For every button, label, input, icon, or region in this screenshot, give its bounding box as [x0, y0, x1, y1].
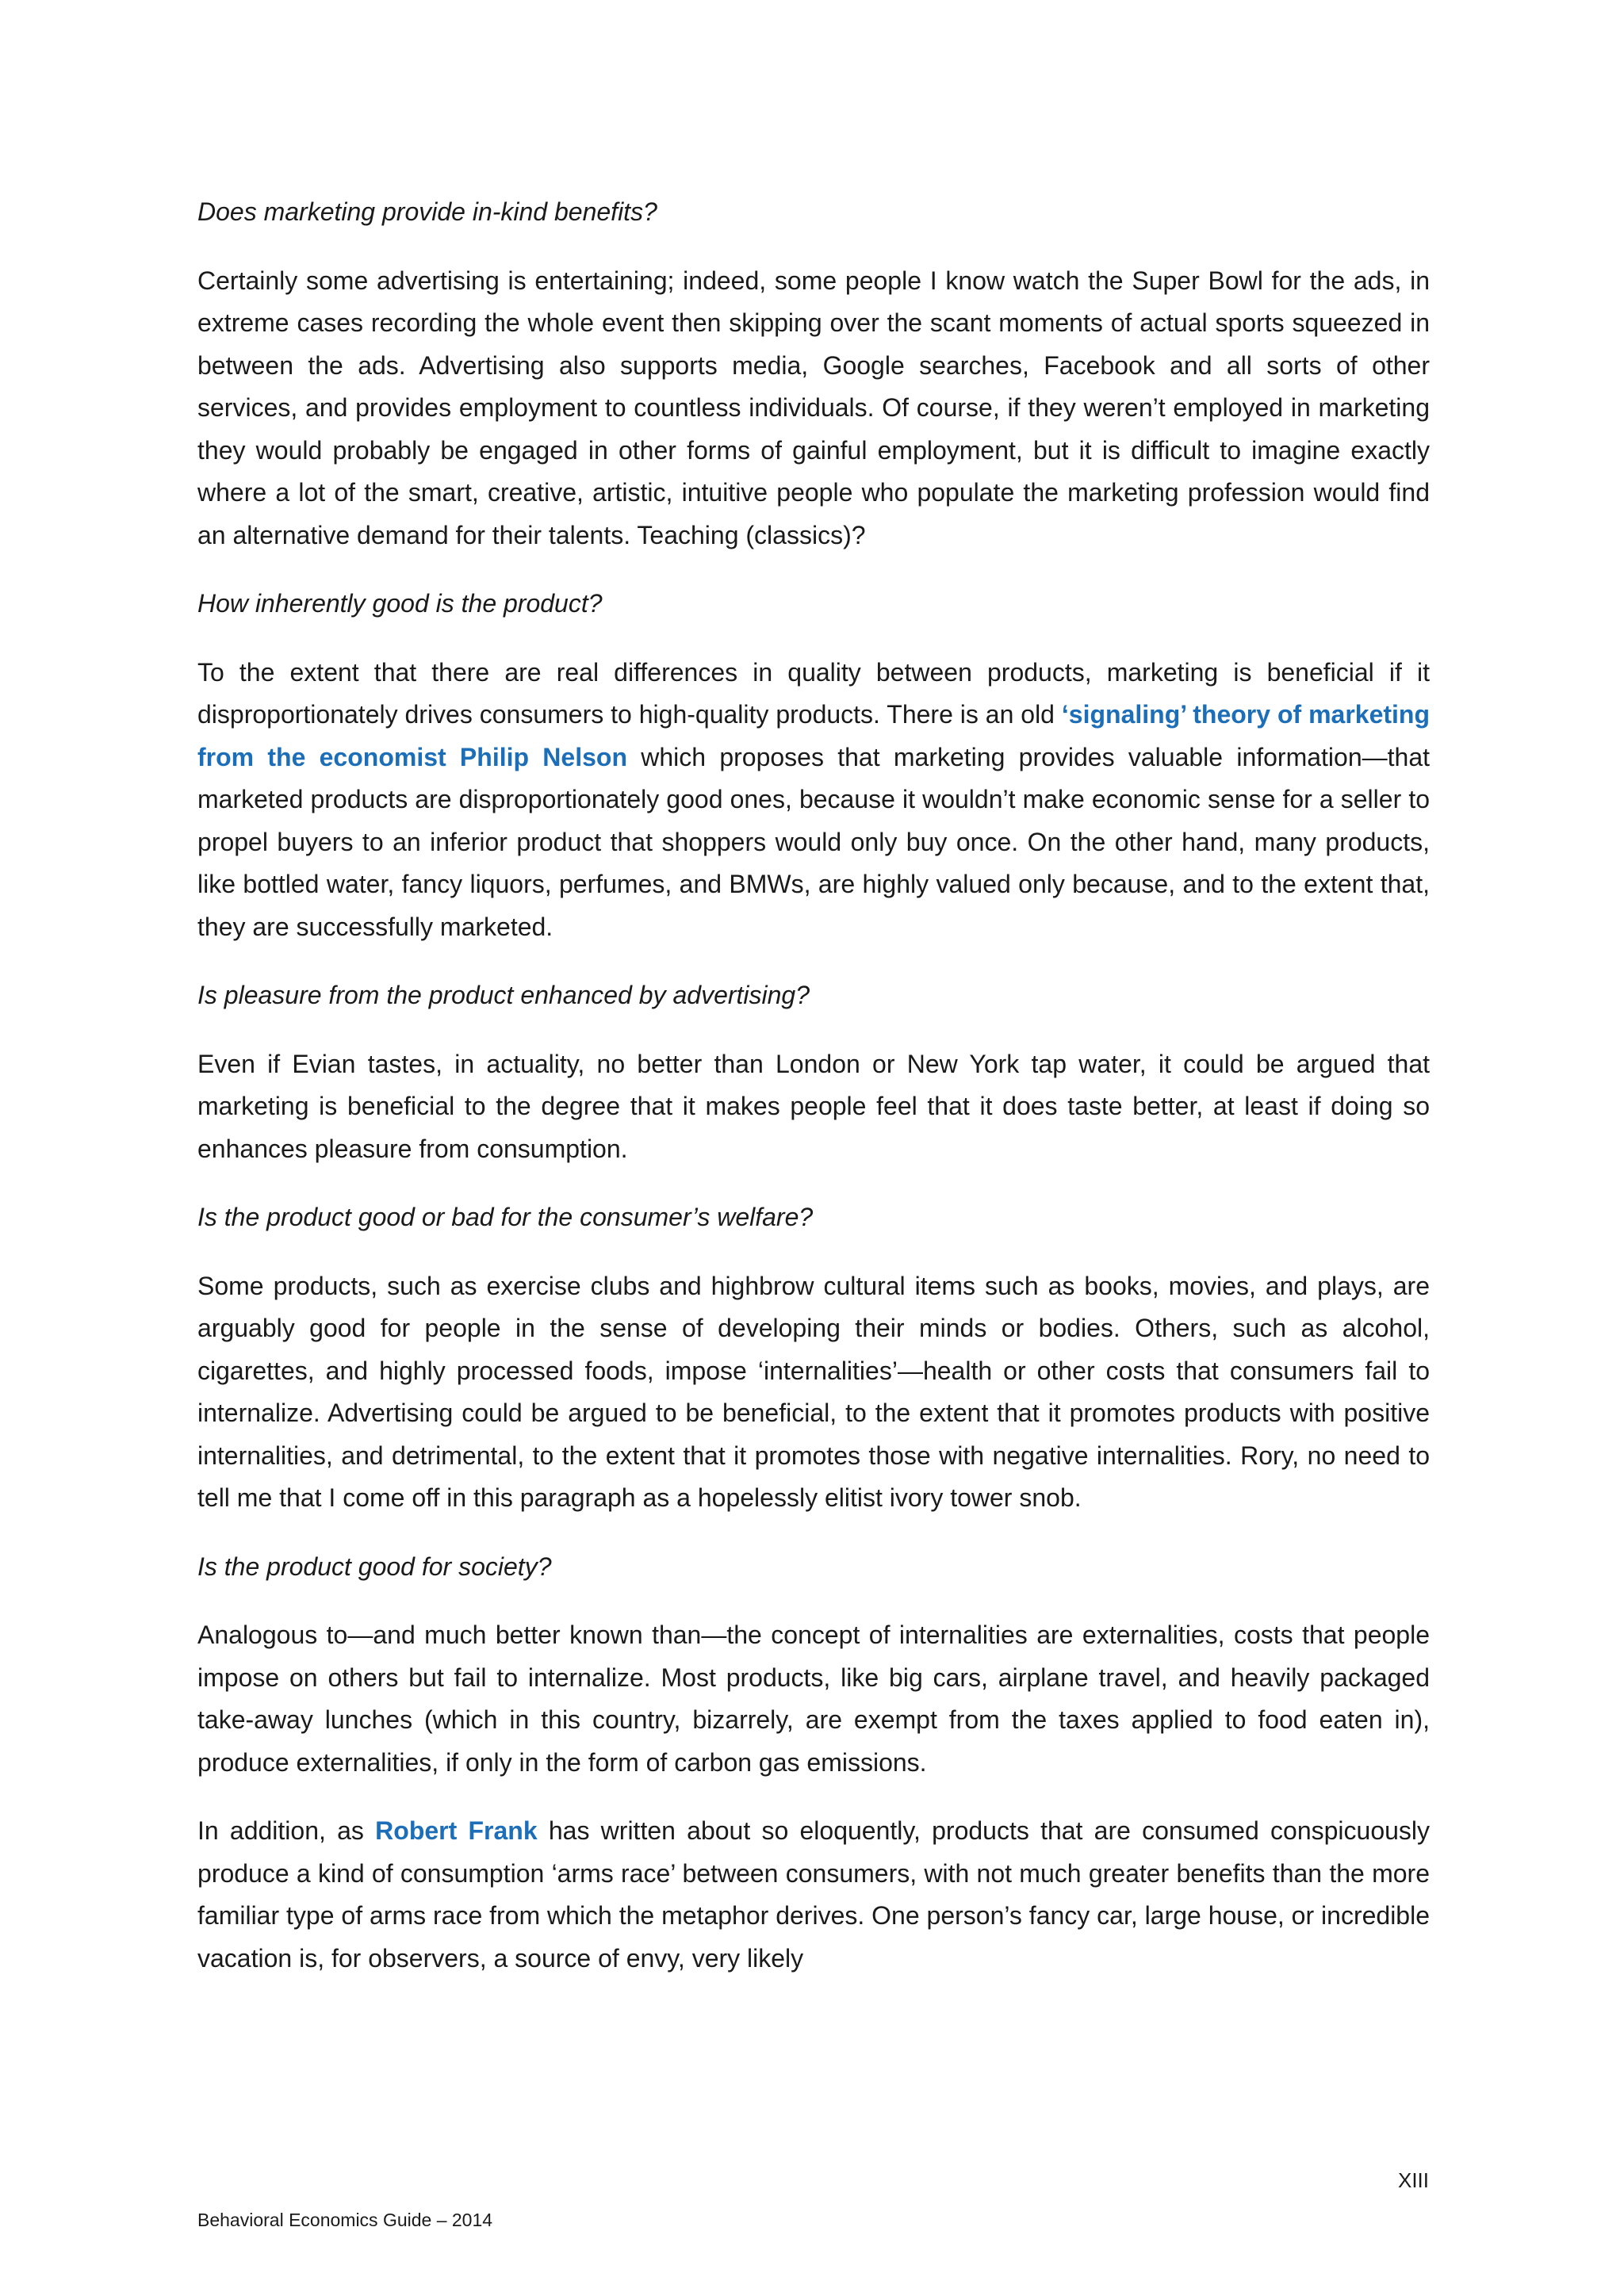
- section-body-5b-before: In addition, as: [197, 1816, 376, 1845]
- section-body-2-before: To the extent that there are real differences in quality between products, marketing is beneficial if it disproportionately drives consumers to high-quality products. There is an old: [197, 657, 1430, 729]
- section-question-3: Is pleasure from the product enhanced by advertising?: [197, 981, 810, 1009]
- footer-title: Behavioral Economics Guide – 2014: [197, 2210, 493, 2230]
- section-body-3: Even if Evian tastes, in actuality, no better than London or New York tap water, it could be argued that marketing is beneficial to the degree that it makes people feel that it does taste better, at least if doing so enhances pleasure from consumption.: [197, 1049, 1430, 1163]
- section-body-2: [197, 652, 1430, 949]
- section-question-1: Does marketing provide in-kind benefits?: [197, 197, 657, 226]
- page-body: [197, 191, 1430, 2006]
- section-body-1: Certainly some advertising is entertaining; indeed, some people I know watch the Super Bowl for the ads, in extreme cases recording the whole event then skipping over the scant moments of actual sports squeezed in between the ads. Advertising also supports media, Google searches, Facebook and all sorts of other services, and provides employment to countless individuals. Of course, if they weren’t employed in marketing they would probably be engaged in other forms of gainful employment, but it is difficult to imagine exactly where a lot of the smart, creative, artistic, intuitive people who populate the marketing profession would find an alternative demand for their talents. Teaching (classics)?: [197, 266, 1430, 549]
- signaling-theory-link[interactable]: ‘signaling’ theory of marketing from the economist Philip Nelson: [197, 700, 1431, 771]
- section-body-5b: [197, 1810, 1430, 1980]
- robert-frank-link[interactable]: Robert Frank: [375, 1816, 538, 1845]
- section-body-2-after: which proposes that marketing provides valuable information—that marketed products are disproportionately good ones, because it wouldn’t make economic sense for a seller to propel buyers to an inferior product that shoppers would only buy once. On the other hand, many products, like bottled water, fancy liquors, perfumes, and BMWs, are highly valued only because, and to the extent that, they are successfully marketed.: [197, 742, 1431, 941]
- section-question-4: Is the product good or bad for the consumer’s welfare?: [197, 1203, 814, 1231]
- section-body-5b-after: has written about so eloquently, products that are consumed conspicuously produce a kind of consumption ‘arms race’ between consumers, with not much greater benefits than the more familiar type of arms race from which the metaphor derives. One person’s fancy car, large house, or incredible vacation is, for observers, a source of envy, very likely: [197, 1816, 1431, 1973]
- section-body-4: Some products, such as exercise clubs and highbrow cultural items such as books, movies, and plays, are arguably good for people in the sense of developing their minds or bodies. Others, such as alcohol, cigarettes, and highly processed foods, impose ‘internalities’—health or other costs that consumers fail to internalize. Advertising could be argued to be beneficial, to the extent that it promotes products with positive internalities, and detrimental, to the extent that it promotes those with negative internalities. Rory, no need to tell me that I come off in this paragraph as a hopelessly elitist ivory tower snob.: [197, 1271, 1430, 1512]
- section-body-5: Analogous to—and much better known than—the concept of internalities are externalities, costs that people impose on others but fail to internalize. Most products, like big cars, airplane travel, and heavily packaged take-away lunches (which in this country, bizarrely, are exempt from the taxes applied to food eaten in), produce externalities, if only in the form of carbon gas emissions.: [197, 1621, 1430, 1777]
- section-question-5: Is the product good for society?: [197, 1552, 552, 1581]
- page-number: XIII: [1397, 2168, 1429, 2192]
- section-question-2: How inherently good is the product?: [197, 589, 603, 618]
